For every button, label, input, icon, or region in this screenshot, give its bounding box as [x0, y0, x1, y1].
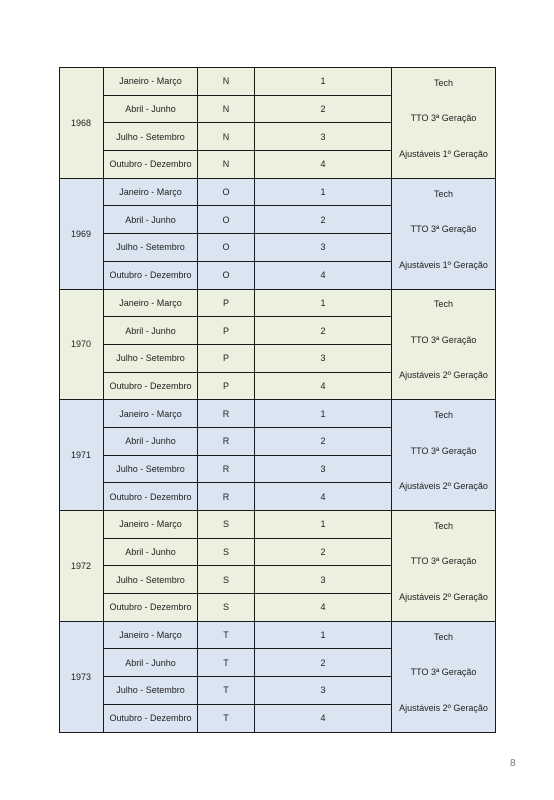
letter-cell: P: [198, 317, 255, 345]
number-cell: 4: [255, 704, 392, 732]
period-cell: Outubro - Dezembro: [104, 261, 198, 289]
letter-cell: O: [198, 206, 255, 234]
period-cell: Julho - Setembro: [104, 455, 198, 483]
note-line: Ajustáveis 1º Geração: [399, 259, 488, 270]
period-cell: Julho - Setembro: [104, 677, 198, 705]
notes-cell: [392, 289, 496, 400]
number-cell: 4: [255, 261, 392, 289]
number-cell: 3: [255, 234, 392, 262]
letter-cell: S: [198, 538, 255, 566]
letter-cell: R: [198, 483, 255, 511]
note-line: TTO 3ª Geração: [410, 667, 477, 678]
number-cell: 1: [255, 621, 392, 649]
table-row: [60, 289, 496, 317]
letter-cell: N: [198, 151, 255, 179]
notes-cell: [392, 621, 496, 732]
letter-cell: T: [198, 677, 255, 705]
letter-cell: N: [198, 95, 255, 123]
table-row: [60, 178, 496, 206]
number-cell: 1: [255, 511, 392, 539]
number-cell: 2: [255, 95, 392, 123]
note-line: TTO 3ª Geração: [410, 224, 477, 235]
letter-cell: O: [198, 234, 255, 262]
year-cell: 1971: [60, 400, 104, 511]
number-cell: 1: [255, 400, 392, 428]
note-line: Ajustáveis 2º Geração: [399, 481, 488, 492]
number-cell: 2: [255, 317, 392, 345]
year-cell: 1969: [60, 178, 104, 289]
number-cell: 3: [255, 123, 392, 151]
table-row: [60, 621, 496, 649]
period-cell: Julho - Setembro: [104, 344, 198, 372]
number-cell: 4: [255, 483, 392, 511]
note-line: Tech: [433, 299, 453, 310]
number-cell: 3: [255, 344, 392, 372]
note-line: Ajustáveis 2º Geração: [399, 702, 488, 713]
note-line: Ajustáveis 1º Geração: [399, 148, 488, 159]
number-cell: 3: [255, 677, 392, 705]
period-cell: Outubro - Dezembro: [104, 594, 198, 622]
period-cell: Janeiro - Março: [104, 289, 198, 317]
notes-cell: [392, 178, 496, 289]
number-cell: 2: [255, 649, 392, 677]
year-cell: 1972: [60, 511, 104, 622]
table-row: [60, 400, 496, 428]
letter-cell: T: [198, 649, 255, 677]
period-cell: Abril - Junho: [104, 427, 198, 455]
number-cell: 1: [255, 68, 392, 96]
period-cell: Outubro - Dezembro: [104, 483, 198, 511]
year-cell: 1968: [60, 68, 104, 179]
letter-cell: R: [198, 455, 255, 483]
table-row: [60, 511, 496, 539]
year-cell: 1973: [60, 621, 104, 732]
period-cell: Janeiro - Março: [104, 511, 198, 539]
letter-cell: S: [198, 511, 255, 539]
letter-cell: R: [198, 400, 255, 428]
notes-cell: [392, 400, 496, 511]
letter-cell: T: [198, 621, 255, 649]
letter-cell: R: [198, 427, 255, 455]
letter-cell: O: [198, 261, 255, 289]
number-cell: 2: [255, 206, 392, 234]
note-line: Tech: [433, 410, 453, 421]
letter-cell: P: [198, 289, 255, 317]
period-cell: Abril - Junho: [104, 317, 198, 345]
number-cell: 2: [255, 538, 392, 566]
note-line: TTO 3ª Geração: [410, 556, 477, 567]
note-line: Tech: [433, 77, 453, 88]
number-cell: 4: [255, 372, 392, 400]
notes-cell: [392, 68, 496, 179]
note-line: TTO 3ª Geração: [410, 445, 477, 456]
period-cell: Janeiro - Março: [104, 400, 198, 428]
letter-cell: O: [198, 178, 255, 206]
number-cell: 2: [255, 427, 392, 455]
period-cell: Outubro - Dezembro: [104, 704, 198, 732]
note-line: Ajustáveis 2º Geração: [399, 370, 488, 381]
page-number: 8: [510, 758, 516, 769]
letter-cell: S: [198, 566, 255, 594]
period-cell: Julho - Setembro: [104, 234, 198, 262]
table-row: [60, 68, 496, 96]
note-line: Ajustáveis 2º Geração: [399, 591, 488, 602]
number-cell: 1: [255, 289, 392, 317]
period-cell: Abril - Junho: [104, 95, 198, 123]
period-cell: Janeiro - Março: [104, 621, 198, 649]
letter-cell: N: [198, 68, 255, 96]
period-cell: Abril - Junho: [104, 649, 198, 677]
table-body: [60, 68, 496, 733]
letter-cell: N: [198, 123, 255, 151]
period-cell: Julho - Setembro: [104, 566, 198, 594]
notes-cell: [392, 511, 496, 622]
note-line: Tech: [433, 631, 453, 642]
period-cell: Janeiro - Março: [104, 178, 198, 206]
year-code-table: [59, 67, 496, 733]
letter-cell: P: [198, 344, 255, 372]
letter-cell: P: [198, 372, 255, 400]
number-cell: 4: [255, 151, 392, 179]
year-cell: 1970: [60, 289, 104, 400]
period-cell: Outubro - Dezembro: [104, 151, 198, 179]
period-cell: Outubro - Dezembro: [104, 372, 198, 400]
number-cell: 4: [255, 594, 392, 622]
note-line: TTO 3ª Geração: [410, 334, 477, 345]
number-cell: 3: [255, 566, 392, 594]
note-line: Tech: [433, 188, 453, 199]
period-cell: Abril - Junho: [104, 206, 198, 234]
number-cell: 1: [255, 178, 392, 206]
number-cell: 3: [255, 455, 392, 483]
letter-cell: T: [198, 704, 255, 732]
period-cell: Abril - Junho: [104, 538, 198, 566]
period-cell: Julho - Setembro: [104, 123, 198, 151]
note-line: Tech: [433, 520, 453, 531]
period-cell: Janeiro - Março: [104, 68, 198, 96]
note-line: TTO 3ª Geração: [410, 113, 477, 124]
letter-cell: S: [198, 594, 255, 622]
